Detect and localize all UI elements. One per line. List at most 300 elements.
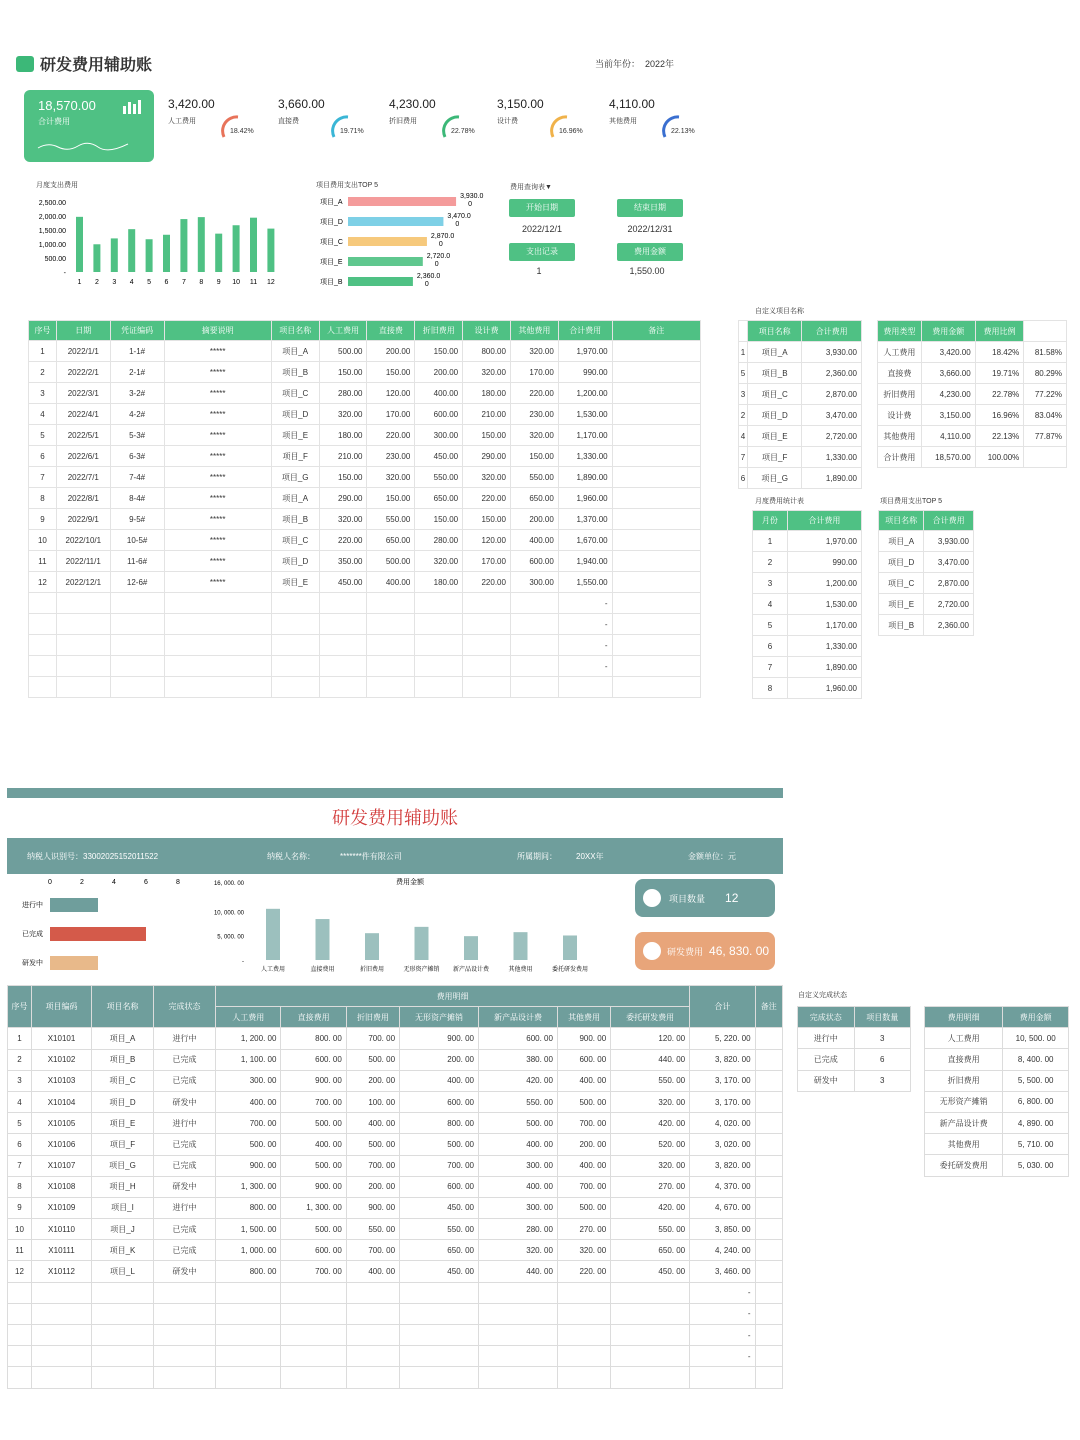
table-cell: 2022/8/1 [56,488,110,509]
table-cell: 研发中 [154,1261,216,1282]
table-row[interactable] [29,509,701,530]
table-cell: 22.78% [975,384,1024,405]
table-row[interactable] [753,552,862,573]
column-header: 费用类型 [878,321,922,342]
header-row [798,1007,911,1028]
table-cell [612,383,700,404]
end-date[interactable]: 2022/12/31 [627,224,673,234]
end-date-button[interactable]: 结束日期 [617,199,683,217]
table-cell: 项目_A [879,531,924,552]
table-cell [319,656,367,677]
table-cell [281,1346,346,1367]
fee-bar [365,933,379,960]
table-cell: 400. 00 [557,1155,610,1176]
table-cell: 18,570.00 [921,447,975,468]
table-cell: 1,960.00 [558,488,612,509]
table-cell: X10109 [32,1197,92,1218]
table-cell: 600. 00 [281,1049,346,1070]
table-cell: 180.00 [415,572,463,593]
table-cell [319,614,367,635]
table-cell: 8 [8,1176,32,1197]
table-cell: 9 [8,1197,32,1218]
table-cell: 委托研发费用 [925,1155,1003,1176]
table-cell: 280. 00 [479,1219,558,1240]
table-row[interactable] [739,426,862,447]
table-cell [463,677,511,698]
table-row[interactable] [925,1070,1069,1091]
table-cell [32,1346,92,1367]
table-cell [164,593,271,614]
table-cell: 280.00 [319,383,367,404]
table-cell [612,635,700,656]
table-cell: 12-6# [110,572,164,593]
table-cell: 项目_F [92,1134,154,1155]
table-cell: 230.00 [367,446,415,467]
table-cell: 2,360.00 [802,363,862,384]
table-cell: 80.29% [1024,363,1067,384]
table-cell: 19.71% [975,363,1024,384]
table-cell: 已完成 [154,1155,216,1176]
table-row[interactable] [8,1176,783,1197]
remark-cell [755,1028,782,1049]
table-cell: 人工费用 [925,1028,1003,1049]
taxpayer-label: 纳税人名称： [267,851,315,861]
header-row [753,511,862,531]
status-table-title: 自定义完成状态 [798,992,847,999]
table-row[interactable] [29,530,701,551]
table-cell: 项目_A [747,342,801,363]
table-row[interactable] [879,531,974,552]
table-row[interactable] [8,1303,783,1324]
table-cell: 650.00 [415,488,463,509]
x-tick-label: 6 [164,279,169,286]
table-cell: 1,940.00 [558,551,612,572]
table-cell [56,614,110,635]
column-header: 合计费用 [802,321,862,342]
fee-bar-chart [200,872,620,982]
table-cell: 270. 00 [611,1176,690,1197]
table-cell: 2022/1/1 [56,341,110,362]
table-cell [367,593,415,614]
table-cell: 150.00 [367,362,415,383]
kpi-value: 4,110.00 [609,97,655,111]
table-cell: 650. 00 [400,1240,479,1261]
table-row[interactable] [739,405,862,426]
table-row[interactable] [8,1091,783,1112]
table-cell: 300. 00 [216,1070,281,1091]
start-date[interactable]: 2022/12/1 [521,224,563,234]
x-tick-label: 4 [112,879,116,886]
column-header: 项目名称 [879,511,924,531]
section2-title: 研发费用辅助账 [332,808,458,828]
table-cell: 16.96% [975,405,1024,426]
bar-value-label: 2,870.0 [430,233,455,240]
table-cell: 220.00 [319,530,367,551]
column-header: 项目数量 [854,1007,911,1028]
table-cell: 290.00 [463,446,511,467]
table-cell: 4-2# [110,404,164,425]
table-cell [216,1303,281,1324]
table-cell [463,593,511,614]
table-cell: 3, 460. 00 [690,1261,755,1282]
table-cell: 1,200.00 [787,573,861,594]
table-row[interactable] [8,1049,783,1070]
table-row[interactable] [739,384,862,405]
table-row[interactable] [798,1070,911,1091]
table-row[interactable] [879,615,974,636]
kpi-percent: 18.42% [230,128,254,135]
table-cell: 8-4# [110,488,164,509]
table-cell [92,1282,154,1303]
x-tick-label: 新产品设计费 [452,967,490,973]
table-row[interactable] [798,1049,911,1070]
remark-cell [755,1197,782,1218]
table-row[interactable] [739,363,862,384]
table-cell: 550.00 [367,509,415,530]
x-tick-label: 9 [216,279,221,286]
table-cell [400,1367,479,1388]
table-cell: 6 [739,468,748,489]
table-row[interactable] [925,1049,1069,1070]
table-cell: 1,970.00 [787,531,861,552]
blank-cell [1024,321,1067,342]
y-tick-label: 1,000.00 [38,242,66,249]
table-cell: 项目_A [271,488,319,509]
table-cell: 项目_B [747,363,801,384]
table-row[interactable] [29,488,701,509]
table-cell: 3, 820. 00 [690,1155,755,1176]
kpi-label: 折旧费用 [389,118,417,125]
month-bar [163,235,170,272]
table-cell: 9 [29,509,57,530]
table-cell: 2022/5/1 [56,425,110,446]
table-row[interactable] [879,594,974,615]
month-bar [215,234,222,272]
start-date-button[interactable]: 开始日期 [509,199,575,217]
table-row[interactable] [29,677,701,698]
kpi-value: 3,420.00 [168,97,215,111]
sub-column-header: 直接费用 [281,1007,346,1028]
status-label: 进行中 [22,902,43,909]
table-row[interactable] [8,1134,783,1155]
table-cell: 10 [29,530,57,551]
sub-column-header: 无形资产摊销 [400,1007,479,1028]
table-cell [8,1367,32,1388]
table-cell [56,656,110,677]
table-row[interactable] [798,1028,911,1049]
table-row[interactable] [753,594,862,615]
table-cell: 440. 00 [479,1261,558,1282]
table-cell: 450. 00 [400,1197,479,1218]
table-row[interactable] [8,1240,783,1261]
table-cell: ***** [164,551,271,572]
table-row[interactable] [8,1261,783,1282]
table-cell [463,656,511,677]
table-row[interactable] [753,657,862,678]
table-row[interactable] [29,362,701,383]
table-cell: 220. 00 [557,1261,610,1282]
table-row[interactable] [8,1113,783,1134]
kpi-percent: 22.78% [451,128,475,135]
table-row[interactable] [878,384,1067,405]
bar-chart-icon [122,98,142,114]
table-cell [611,1346,690,1367]
table-row[interactable] [739,468,862,489]
table-cell: 10, 500. 00 [1003,1028,1069,1049]
table-cell: 300.00 [510,572,558,593]
table-row[interactable] [753,573,862,594]
x-tick-label: 1 [77,279,82,286]
table-cell [612,614,700,635]
table-row[interactable] [8,1367,783,1388]
table-row[interactable] [8,1325,783,1346]
table-cell: 2,720.00 [924,594,974,615]
total-card: 18,570.00 合计费用 [24,90,154,162]
current-year: 当前年份： 2022年 [595,59,675,69]
table-cell [463,614,511,635]
project-table [7,985,783,1389]
table-row[interactable] [29,425,701,446]
table-row[interactable] [8,1028,783,1049]
kpi-arc [439,113,463,141]
table-cell [479,1325,558,1346]
table-row[interactable] [8,1155,783,1176]
table-cell: 7 [8,1155,32,1176]
table-row[interactable] [925,1112,1069,1133]
kpi-arc [659,113,683,141]
table-cell: 人工费用 [878,342,922,363]
top-table-title: 项目费用支出TOP 5 [880,498,942,505]
table-cell [8,1282,32,1303]
table-cell: 6 [29,446,57,467]
table-cell: 320.00 [510,425,558,446]
table-cell: X10106 [32,1134,92,1155]
table-row[interactable] [925,1091,1069,1112]
table-cell [612,467,700,488]
table-cell: 77.87% [1024,426,1067,447]
table-row[interactable] [753,531,862,552]
sub-column-header: 人工费用 [216,1007,281,1028]
bar-value-label: 3,930.0 [460,193,484,200]
column-header: 完成状态 [154,986,216,1028]
table-cell [164,677,271,698]
remark-cell [755,1070,782,1091]
table-cell: 合计费用 [878,447,922,468]
table-row[interactable] [739,447,862,468]
table-row[interactable] [8,1346,783,1367]
table-cell [319,635,367,656]
column-header: 设计费 [463,321,511,341]
table-cell: 已完成 [154,1049,216,1070]
table-row[interactable] [8,1219,783,1240]
column-header: 项目名称 [271,321,319,341]
table-cell: 项目_D [747,405,801,426]
kpi-card [278,97,378,135]
sub-column-header: 其他费用 [557,1007,610,1028]
table-cell: 320.00 [319,509,367,530]
table-cell: 8, 400. 00 [1003,1049,1069,1070]
x-tick-label: 10 [232,279,240,286]
table-cell: 320. 00 [479,1240,558,1261]
table-row[interactable] [29,341,701,362]
table-row[interactable] [29,551,701,572]
table-cell [612,488,700,509]
table-row[interactable] [29,593,701,614]
month-bar [267,229,274,272]
table-cell [92,1346,154,1367]
table-cell [557,1346,610,1367]
table-row[interactable] [739,342,862,363]
table-cell: 120.00 [367,383,415,404]
table-row[interactable] [8,1197,783,1218]
table-row[interactable] [753,678,862,699]
table-cell: 700. 00 [557,1176,610,1197]
table-cell: 项目_D [271,404,319,425]
y-tick-label: 1,500.00 [38,228,66,235]
table-cell: 800. 00 [281,1028,346,1049]
table-row[interactable] [29,614,701,635]
table-cell: 200. 00 [346,1176,399,1197]
table-row[interactable] [753,636,862,657]
kpi-arc [547,113,571,141]
table-row[interactable] [29,467,701,488]
table-cell: 600.00 [415,404,463,425]
table-row[interactable] [29,635,701,656]
table-cell: 项目_E [271,425,319,446]
table-cell: 220.00 [463,488,511,509]
table-row[interactable] [879,573,974,594]
table-cell: 11-6# [110,551,164,572]
blank-cell [739,321,748,342]
record-count-button[interactable]: 支出记录 [509,243,575,261]
table-cell: 1, 000. 00 [216,1240,281,1261]
table-cell: 700. 00 [557,1113,610,1134]
x-tick-label: 11 [249,279,258,286]
table-row[interactable] [878,426,1067,447]
table-row[interactable] [878,405,1067,426]
table-row[interactable] [29,656,701,677]
table-cell: 进行中 [798,1028,855,1049]
table-cell [29,614,57,635]
table-cell: 500. 00 [281,1113,346,1134]
table-cell: 2,870.00 [802,384,862,405]
table-row[interactable] [29,572,701,593]
table-cell [8,1325,32,1346]
table-cell: 2 [753,552,788,573]
table-row[interactable] [753,615,862,636]
table-cell [479,1367,558,1388]
table-cell [415,614,463,635]
ledger-icon [16,56,34,72]
table-cell: 1, 100. 00 [216,1049,281,1070]
table-cell: 900. 00 [400,1028,479,1049]
amount-button[interactable]: 费用金额 [617,243,683,261]
table-cell: 11 [8,1240,32,1261]
table-row[interactable] [29,446,701,467]
table-row[interactable] [878,363,1067,384]
column-header: 备注 [755,986,782,1028]
remark-cell [755,1303,782,1324]
remark-cell [755,1240,782,1261]
column-header: 费用明细 [925,1007,1003,1028]
table-cell: 200. 00 [346,1070,399,1091]
top5-chart-title: 项目费用支出TOP 5 [316,182,378,189]
header-row [925,1007,1069,1028]
table-cell: 1 [753,531,788,552]
table-cell: 3-2# [110,383,164,404]
table-cell: - [558,593,612,614]
table-cell: 项目_A [92,1028,154,1049]
expense-table [28,320,701,698]
table-cell: 2022/11/1 [56,551,110,572]
table-cell: 600. 00 [400,1176,479,1197]
table-row[interactable] [8,1282,783,1303]
info-bar [7,838,783,874]
column-header: 费用比例 [975,321,1024,342]
table-row[interactable] [878,342,1067,363]
table-row[interactable] [879,552,974,573]
table-cell: 500. 00 [281,1155,346,1176]
table-cell: - [690,1325,755,1346]
x-tick-label: 0 [48,879,52,886]
column-header: 序号 [8,986,32,1028]
table-cell: 5 [29,425,57,446]
project-label: 项目_C [320,239,343,246]
table-cell: 18.42% [975,342,1024,363]
column-header: 项目名称 [747,321,801,342]
column-header: 日期 [56,321,110,341]
table-cell: 7 [29,467,57,488]
table-cell: 350.00 [319,551,367,572]
table-cell: 2 [8,1049,32,1070]
table-row[interactable] [925,1155,1069,1176]
table-row[interactable] [29,404,701,425]
table-cell: 700. 00 [346,1240,399,1261]
table-row[interactable] [925,1134,1069,1155]
table-cell: ***** [164,404,271,425]
table-cell: 100.00% [975,447,1024,468]
table-cell [32,1303,92,1324]
top5-bar [348,277,413,286]
bar-value-label: 2,360.0 [416,273,441,280]
table-cell: 900. 00 [557,1028,610,1049]
table-cell [612,425,700,446]
table-row[interactable] [29,383,701,404]
y-tick-label: - [242,959,244,965]
table-cell: 4 [8,1091,32,1112]
table-cell: 1,530.00 [787,594,861,615]
table-cell: 1,330.00 [802,447,862,468]
section-2 [7,788,783,874]
table-cell [400,1282,479,1303]
table-cell: 320.00 [510,341,558,362]
column-header: 项目编码 [32,986,92,1028]
table-cell: 4,230.00 [921,384,975,405]
table-cell [612,341,700,362]
table-cell: 150.00 [510,446,558,467]
table-row[interactable] [878,447,1067,468]
table-cell [346,1282,399,1303]
table-row[interactable] [8,1070,783,1091]
bar-value-label: 2,720.0 [426,253,451,260]
project-count-card: 项目数量 12 [635,879,775,917]
query-title[interactable]: 费用查询表▼ [510,184,552,191]
table-cell [271,593,319,614]
table-cell [612,551,700,572]
table-cell: 800. 00 [400,1113,479,1134]
table-cell: 320. 00 [611,1155,690,1176]
table-row[interactable] [925,1028,1069,1049]
